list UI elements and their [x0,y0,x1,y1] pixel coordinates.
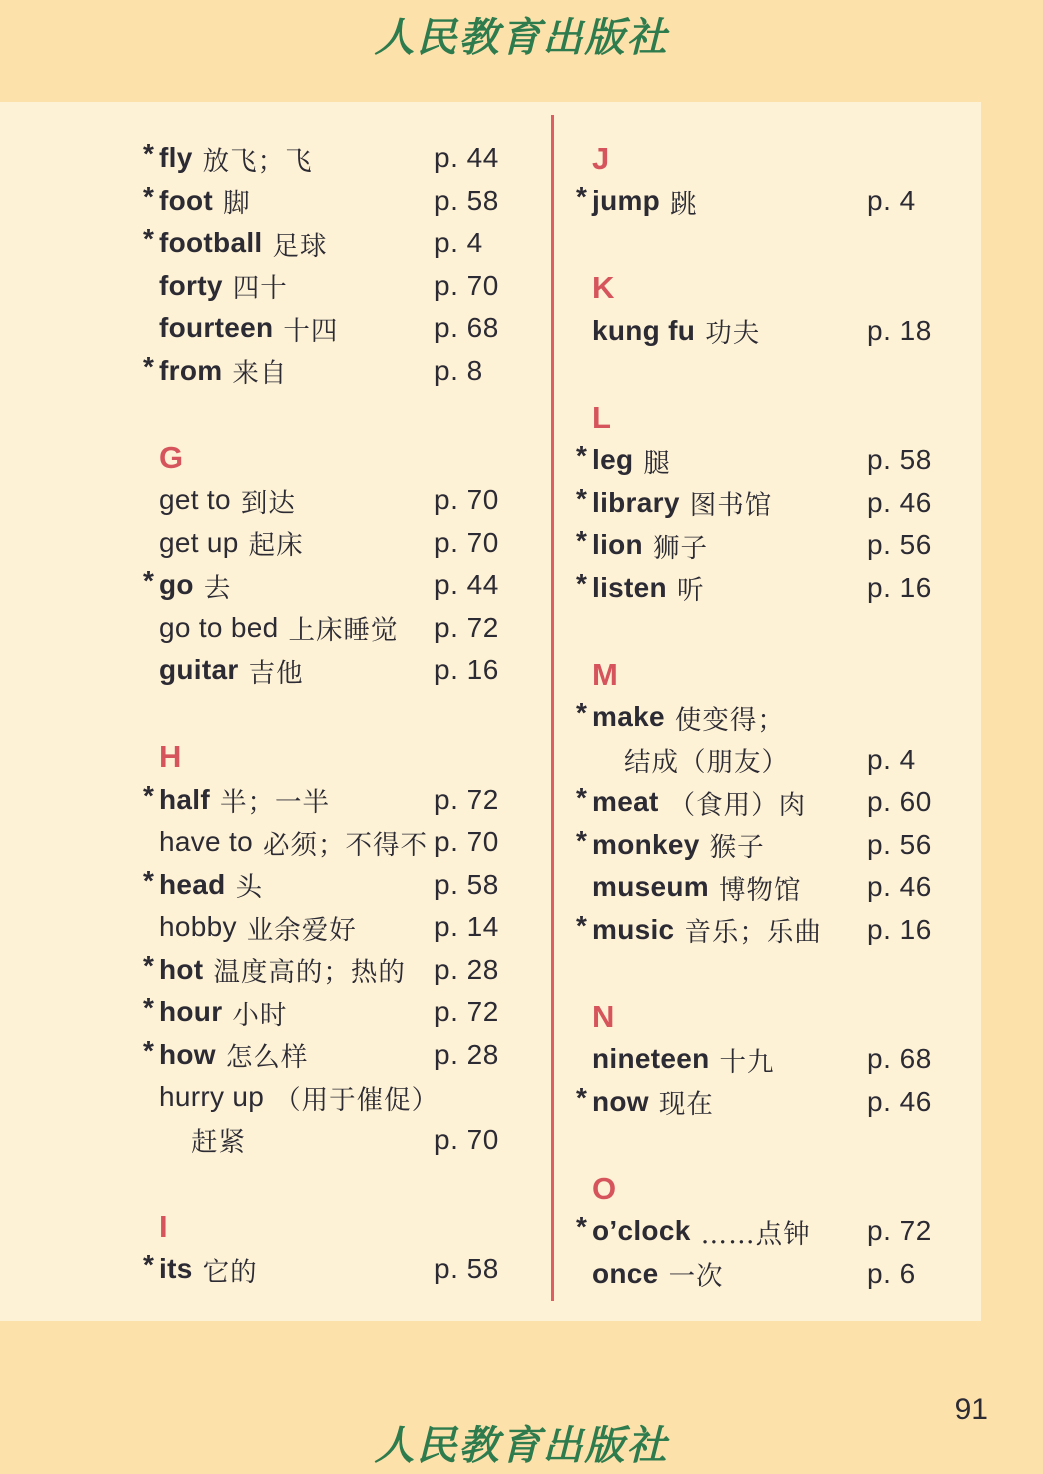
entry-chinese-meaning: 它的 [202,1256,258,1288]
entry-chinese-meaning: 业余爱好 [246,914,357,946]
glossary-entry [578,310,956,353]
entry-chinese-meaning: 足球 [272,230,328,262]
entry-page-reference: p. 58 [434,868,499,900]
entry-word: now [592,1085,649,1117]
entry-page-reference: p. 28 [434,1038,499,1070]
entry-word: jump [592,185,661,217]
entry-chinese-meaning: 一次 [668,1261,724,1293]
entry-chinese-meaning: ……点钟 [700,1218,811,1250]
entry-page-reference: p. 58 [867,444,932,476]
glossary-panel [0,102,981,1321]
entry-chinese-meaning: 吉他 [248,657,304,689]
key-word-asterisk: * [143,779,154,811]
publisher-logo-bottom: 人民教育出版社 [374,1422,669,1469]
entry-word: go to bed [159,611,279,643]
glossary-section [145,1205,525,1291]
glossary-entry [578,1253,956,1296]
entry-chinese-meaning: 怎么样 [225,1042,309,1074]
entry-page-reference: p. 68 [434,312,499,344]
entry-chinese-meaning: 功夫 [705,318,761,350]
glossary-entry [578,567,956,610]
glossary-entry [145,607,525,650]
glossary-entry [145,779,525,822]
entry-page-reference: p. 72 [434,996,499,1028]
entry-chinese-meaning: 上床睡觉 [288,615,399,647]
glossary-entry [145,479,525,522]
entry-word: once [592,1257,659,1289]
entry-page-reference: p. 16 [867,913,932,945]
glossary-entry [145,222,525,265]
entry-page-reference: p. 72 [434,611,499,643]
glossary-column-right [578,137,956,1295]
entry-chinese-meaning: 脚 [223,188,251,220]
key-word-asterisk: * [576,782,587,814]
glossary-section [578,653,956,951]
glossary-entry [578,1038,956,1081]
entry-chinese-meaning: 必须；不得不 [262,829,428,861]
glossary-entry [145,821,525,864]
entry-page-reference: p. 68 [867,1043,932,1075]
key-word-asterisk: * [143,992,154,1024]
entry-word: fourteen [159,312,274,344]
glossary-entry [145,307,525,350]
entry-page-reference: p. 44 [434,142,499,174]
key-word-asterisk: * [576,440,587,472]
entry-chinese-meaning: 十四 [283,315,339,347]
section-letter: G [159,439,184,475]
entry-page-reference: p. 46 [867,871,932,903]
key-word-asterisk: * [576,909,587,941]
entry-chinese-meaning: 小时 [232,999,288,1031]
glossary-entry [578,482,956,525]
entry-word: have to [159,826,253,858]
entry-chinese-meaning: 跳 [670,188,698,220]
entry-chinese-meaning: 来自 [232,358,288,390]
glossary-entry [145,649,525,692]
key-word-asterisk: * [143,180,154,212]
glossary-entry [578,739,956,782]
glossary-entry [145,1248,525,1291]
entry-page-reference: p. 46 [867,1085,932,1117]
entry-word: get to [159,484,231,516]
key-word-asterisk: * [576,1081,587,1113]
glossary-section [578,137,956,223]
glossary-section [578,267,956,353]
entry-page-reference: p. 58 [434,184,499,216]
entry-page-reference: p. 46 [867,486,932,518]
entry-page-reference: p. 70 [434,826,499,858]
entry-page-reference: p. 72 [434,783,499,815]
glossary-entry [145,180,525,223]
entry-page-reference: p. 16 [867,571,932,603]
glossary-section [578,995,956,1123]
entry-word: forty [159,269,223,301]
glossary-entry [578,909,956,952]
key-word-asterisk: * [576,525,587,557]
entry-chinese-meaning: 猴子 [709,832,765,864]
glossary-entry [145,564,525,607]
entry-word: hobby [159,911,237,943]
entry-chinese-meaning: 博物馆 [718,874,802,906]
key-word-asterisk: * [576,181,587,213]
glossary-section [578,1167,956,1295]
entry-chinese-meaning: 温度高的；热的 [213,957,406,989]
entry-chinese-meaning: 去 [203,572,232,604]
section-letter: J [592,140,610,176]
entry-word: hour [159,996,223,1028]
entry-page-reference: p. 6 [867,1257,916,1289]
glossary-entry [145,350,525,393]
entry-word: half [159,783,210,815]
key-word-asterisk: * [143,350,154,382]
key-word-asterisk: * [576,697,587,729]
entry-page-reference: p. 8 [434,354,483,386]
glossary-entry [578,1081,956,1124]
glossary-entry [145,991,525,1034]
glossary-entry [578,696,956,739]
key-word-asterisk: * [143,223,154,255]
entry-chinese-meaning: 半；一半 [219,787,330,819]
entry-chinese-meaning: 使变得； [674,704,785,736]
entry-chinese-meaning: 图书馆 [689,490,773,522]
entry-word: foot [159,184,214,216]
section-letter: L [592,399,611,435]
glossary-entry [145,1034,525,1077]
key-word-asterisk: * [576,1211,587,1243]
key-word-asterisk: * [143,1249,154,1281]
section-letter: K [592,270,615,305]
entry-word: from [159,354,223,386]
entry-word: library [592,486,680,518]
entry-word: football [159,227,263,259]
key-word-asterisk: * [143,138,154,170]
entry-page-reference: p. 70 [434,526,499,558]
glossary-entry [578,824,956,867]
entry-chinese-meaning: 头 [235,872,264,904]
entry-word: o’clock [592,1215,691,1247]
entry-word: meat [592,786,659,818]
entry-chinese-meaning: 四十 [232,273,288,305]
glossary-section [145,736,525,1162]
glossary-entry [578,180,956,223]
entry-page-reference: p. 4 [867,185,916,217]
entry-word: museum [592,871,709,903]
column-divider [551,115,554,1301]
entry-chinese-meaning: 腿 [643,447,671,479]
entry-word: its [159,1253,193,1285]
glossary-section [578,396,956,609]
publisher-logo-top: 人民教育出版社 [374,14,669,61]
glossary-entry [145,137,525,180]
entry-word: kung fu [592,314,696,346]
entry-word: head [159,868,226,900]
entry-chinese-meaning: 起床 [248,530,304,562]
entry-word: get up [159,526,239,558]
glossary-entry [145,906,525,949]
entry-chinese-meaning: 听 [676,575,705,607]
entry-page-reference: p. 58 [434,1253,499,1285]
entry-page-reference: p. 72 [867,1215,932,1247]
section-letter: I [159,1208,168,1244]
entry-word: guitar [159,654,239,686]
entry-chinese-meaning: （用于催促） [274,1084,440,1116]
key-word-asterisk: * [143,864,154,896]
entry-chinese-meaning: （食用）肉 [668,789,807,821]
section-letter: N [592,998,615,1034]
entry-page-reference: p. 70 [434,1123,499,1155]
key-word-asterisk: * [143,949,154,981]
entry-chinese-meaning: 十九 [719,1046,775,1078]
entry-chinese-meaning: 现在 [658,1089,714,1121]
entry-word: how [159,1038,216,1070]
entry-page-reference: p. 16 [434,654,499,686]
page-number: 91 [954,1393,988,1426]
entry-chinese-meaning: 赶紧 [191,1127,246,1159]
glossary-entry [578,439,956,482]
entry-word: lion [592,529,643,561]
glossary-entry [145,522,525,565]
entry-page-reference: p. 4 [434,227,483,259]
key-word-asterisk: * [576,482,587,514]
entry-page-reference: p. 70 [434,484,499,516]
glossary-section [145,436,525,692]
key-word-asterisk: * [576,567,587,599]
entry-page-reference: p. 28 [434,953,499,985]
entry-page-reference: p. 56 [867,828,932,860]
glossary-entry [145,949,525,992]
key-word-asterisk: * [576,824,587,856]
glossary-entry [578,1210,956,1253]
key-word-asterisk: * [143,1034,154,1066]
entry-word: leg [592,444,634,476]
entry-chinese-meaning: 结成（朋友） [624,747,789,779]
entry-word: make [592,701,665,733]
entry-page-reference: p. 18 [867,314,932,346]
entry-chinese-meaning: 狮子 [652,532,708,564]
entry-word: go [159,569,194,601]
entry-word: hurry up [159,1081,265,1113]
glossary-entry [578,866,956,909]
glossary-entry [145,265,525,308]
glossary-column-left [145,137,525,1291]
entry-page-reference: p. 70 [434,269,499,301]
glossary-entry [578,781,956,824]
section-letter: M [592,656,618,692]
entry-chinese-meaning: 放飞；飞 [202,145,313,177]
entry-word: nineteen [592,1043,710,1075]
entry-word: hot [159,953,204,985]
glossary-section [145,137,525,392]
entry-word: fly [159,142,193,174]
glossary-entry [145,864,525,907]
entry-page-reference: p. 56 [867,529,932,561]
section-letter: H [159,739,182,774]
glossary-entry [145,1076,525,1119]
key-word-asterisk: * [143,565,154,597]
entry-chinese-meaning: 到达 [240,487,296,519]
glossary-entry [578,524,956,567]
section-letter: O [592,1170,617,1206]
entry-page-reference: p. 14 [434,911,499,943]
entry-word: listen [592,571,667,603]
glossary-entry [145,1119,525,1162]
entry-page-reference: p. 4 [867,743,916,775]
entry-word: monkey [592,828,700,860]
entry-page-reference: p. 44 [434,569,499,601]
entry-word: music [592,913,675,945]
entry-page-reference: p. 60 [867,786,932,818]
entry-chinese-meaning: 音乐；乐曲 [684,917,822,949]
